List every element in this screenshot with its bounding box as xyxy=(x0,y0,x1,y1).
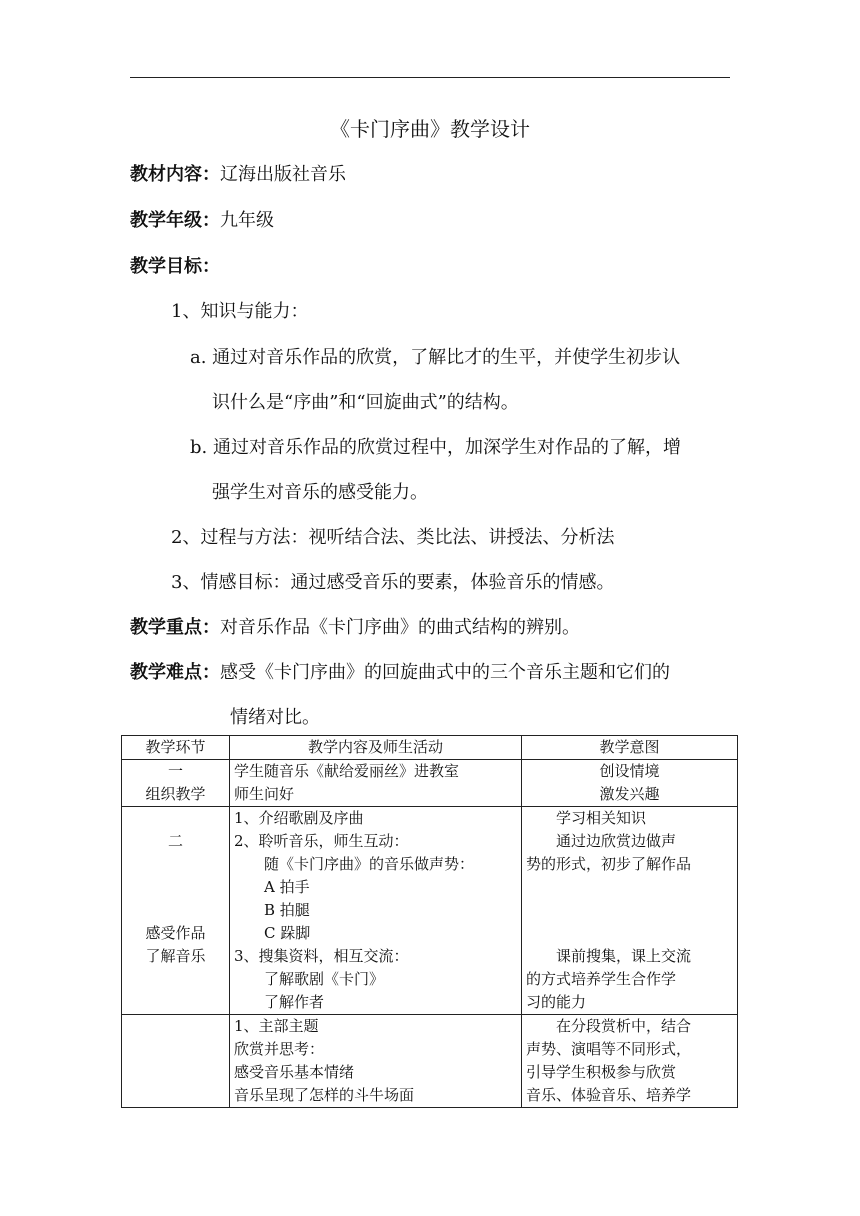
intent-line: 音乐、体验音乐、培养学 xyxy=(526,1086,692,1104)
difficulty-value-line1: 感受《卡门序曲》的回旋曲式中的三个音乐主题和它们的 xyxy=(220,662,670,683)
content-line: 师生问好 xyxy=(234,785,295,803)
intent-cell xyxy=(522,760,738,807)
objective-1b-line1: b. 通过对音乐作品的欣赏过程中，加深学生对作品的了解，增 xyxy=(190,437,681,458)
header-stage: 教学环节 xyxy=(122,736,230,760)
content-cell xyxy=(230,1015,522,1108)
intent-line: 课前搜集，课上交流 xyxy=(556,947,692,965)
objective-1a-line1: a. 通过对音乐作品的欣赏，了解比才的生平，并使学生初步认 xyxy=(190,347,681,368)
content-line: 学生随音乐《献给爱丽丝》进教室 xyxy=(234,762,460,780)
stage-name: 组织教学 xyxy=(145,785,206,803)
content-line: 感受音乐基本情绪 xyxy=(234,1063,355,1081)
objective-2: 2、过程与方法：视听结合法、类比法、讲授法、分析法 xyxy=(171,527,615,548)
intent-line: 势的形式，初步了解作品 xyxy=(526,855,692,873)
content-line: 1、主部主题 xyxy=(234,1017,319,1035)
intent-line: 通过边欣赏边做声 xyxy=(556,832,677,850)
stage-number: 二 xyxy=(167,832,183,850)
objective-3: 3、情感目标：通过感受音乐的要素，体验音乐的情感。 xyxy=(171,572,615,593)
intent-line: 引导学生积极参与欣赏 xyxy=(526,1063,677,1081)
key-point-label: 教学重点： xyxy=(130,617,220,638)
content-line: 了解作者 xyxy=(264,993,325,1011)
grade-line xyxy=(130,206,274,232)
table-row xyxy=(122,807,738,1015)
difficulty-value-line2: 情绪对比。 xyxy=(230,707,320,728)
intent-line: 学习相关知识 xyxy=(556,809,647,827)
content-line: A 拍手 xyxy=(264,878,310,896)
content-line: 随《卡门序曲》的音乐做声势： xyxy=(264,855,475,873)
content-line: B 拍腿 xyxy=(264,901,310,919)
content-line: 2、聆听音乐，师生互动： xyxy=(234,832,409,850)
document-title: 《卡门序曲》教学设计 xyxy=(330,117,530,141)
content-line: 了解歌剧《卡门》 xyxy=(264,970,385,988)
grade-value: 九年级 xyxy=(220,210,274,231)
material-value: 辽海出版社音乐 xyxy=(220,164,346,185)
key-point-line xyxy=(130,613,580,639)
key-point-value: 对音乐作品《卡门序曲》的曲式结构的辨别。 xyxy=(220,617,580,638)
intent-line: 习的能力 xyxy=(526,993,587,1011)
content-line: 1、介绍歌剧及序曲 xyxy=(234,809,364,827)
objective-1a-line2: 识什么是“序曲”和“回旋曲式”的结构。 xyxy=(212,392,519,413)
content-line: C 跺脚 xyxy=(264,924,311,942)
header-rule xyxy=(130,77,730,78)
grade-label: 教学年级： xyxy=(130,210,220,231)
objectives-label: 教学目标： xyxy=(130,256,220,277)
table-row xyxy=(122,1015,738,1108)
stage-cell xyxy=(122,1015,230,1108)
content-line: 欣赏并思考： xyxy=(234,1040,325,1058)
content-line: 3、搜集资料，相互交流： xyxy=(234,947,409,965)
table-row xyxy=(122,760,738,807)
difficulty-label: 教学难点： xyxy=(130,662,220,683)
intent-cell xyxy=(522,1015,738,1108)
intent-line: 创设情境 xyxy=(599,762,660,780)
table-header-row xyxy=(122,736,738,760)
content-cell xyxy=(230,760,522,807)
intent-line: 在分段赏析中，结合 xyxy=(556,1017,692,1035)
objectives-line xyxy=(130,252,220,278)
difficulty-line xyxy=(130,658,670,684)
stage-name: 了解音乐 xyxy=(145,947,206,965)
objective-1: 1、知识与能力： xyxy=(171,301,309,322)
objective-1b-line2: 强学生对音乐的感受能力。 xyxy=(212,482,428,503)
header-content: 教学内容及师生活动 xyxy=(230,736,522,760)
intent-cell xyxy=(522,807,738,1015)
stage-number: 一 xyxy=(167,762,183,780)
stage-cell xyxy=(122,807,230,1015)
header-intent: 教学意图 xyxy=(522,736,738,760)
material-line xyxy=(130,160,346,186)
intent-line: 声势、演唱等不同形式， xyxy=(526,1040,692,1058)
lesson-plan-table xyxy=(121,735,738,1108)
intent-line: 激发兴趣 xyxy=(599,785,660,803)
intent-line: 的方式培养学生合作学 xyxy=(526,970,677,988)
stage-cell xyxy=(122,760,230,807)
stage-name: 感受作品 xyxy=(145,924,206,942)
material-label: 教材内容： xyxy=(130,164,220,185)
content-line: 音乐呈现了怎样的斗牛场面 xyxy=(234,1086,415,1104)
content-cell xyxy=(230,807,522,1015)
